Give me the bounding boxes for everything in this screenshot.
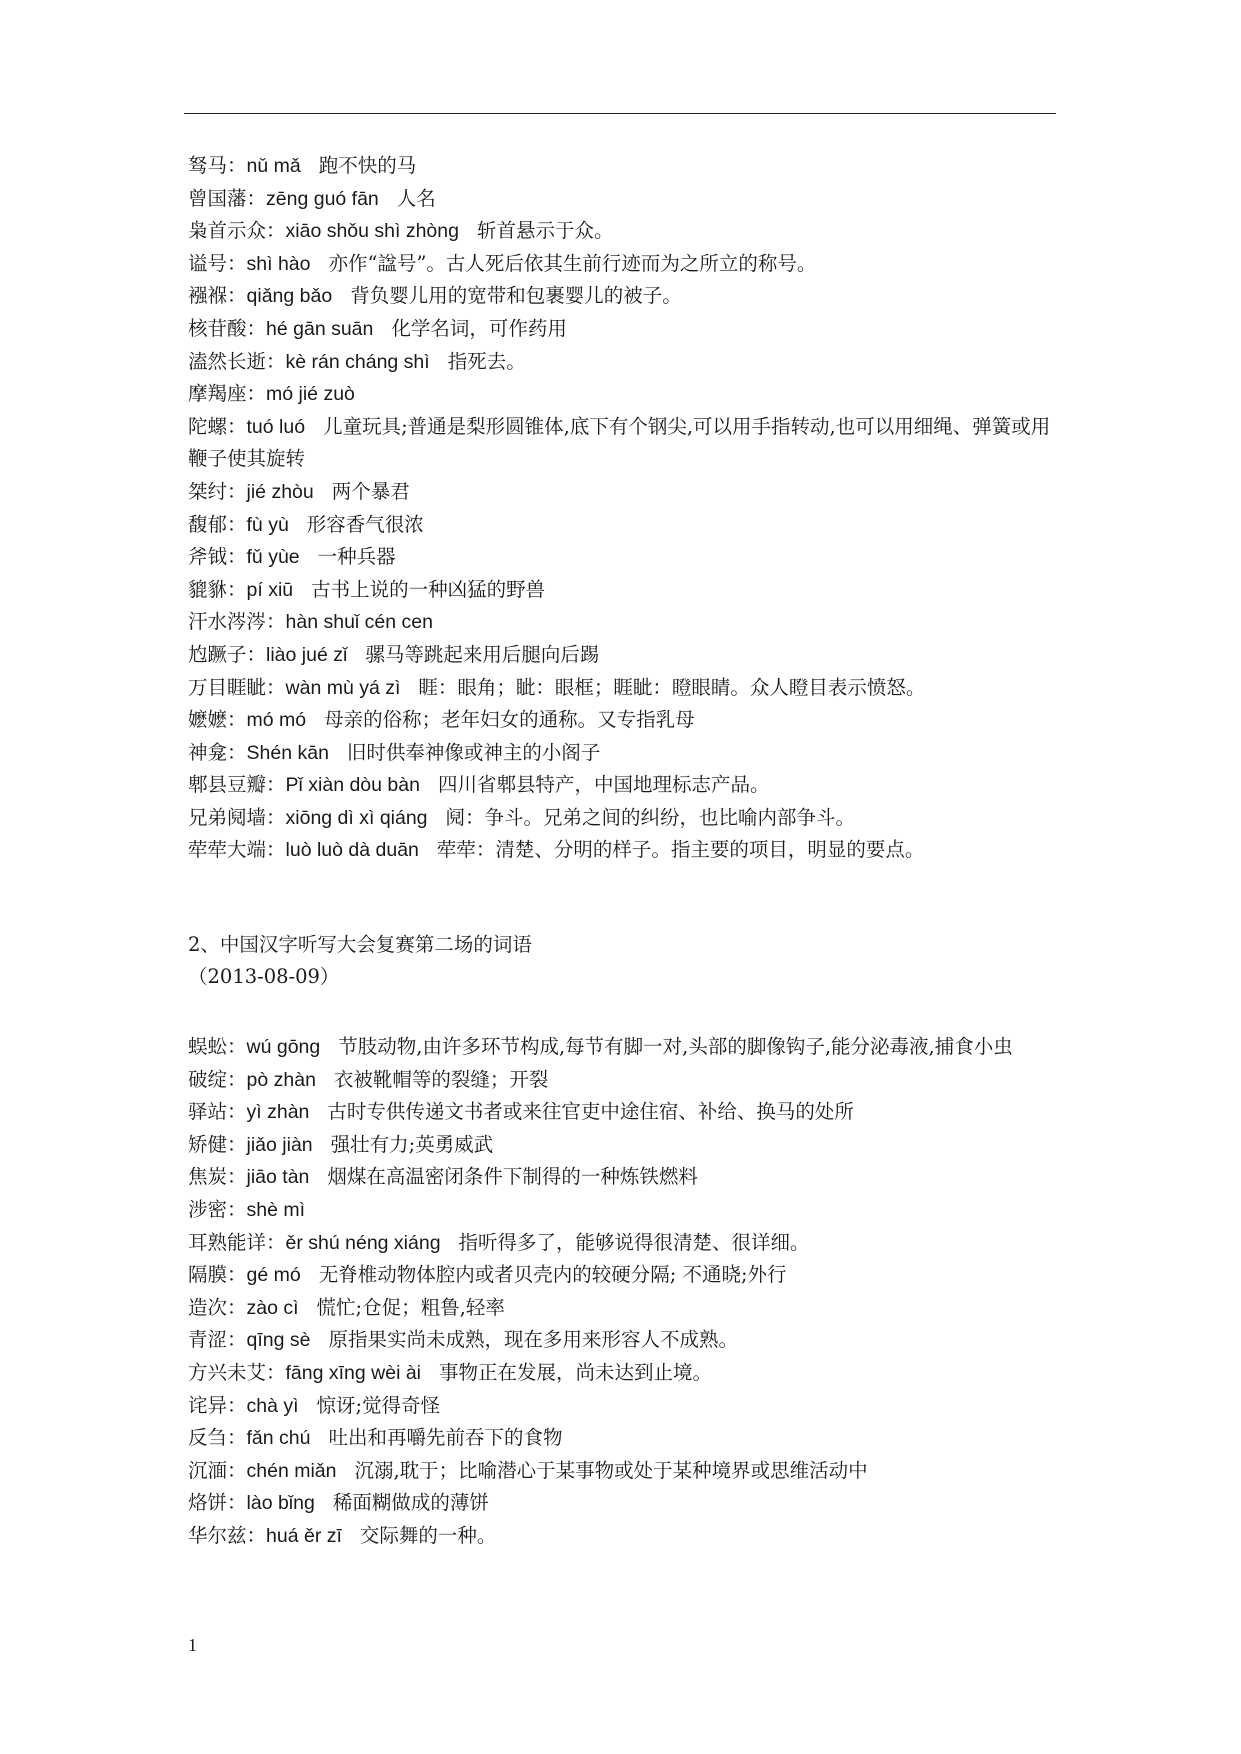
entry-pinyin: zào cì bbox=[246, 1296, 299, 1319]
section-heading: 2、中国汉字听写大会复赛第二场的词语 bbox=[188, 933, 532, 956]
glossary-entry bbox=[188, 150, 1058, 183]
entry-pinyin: luò luò dà duān bbox=[285, 839, 419, 862]
entry-pinyin: fǔ yùe bbox=[246, 546, 300, 569]
entry-term: 溘然长逝： bbox=[188, 349, 286, 373]
entry-pinyin: fù yù bbox=[246, 513, 289, 536]
glossary-entry bbox=[188, 476, 1058, 509]
entry-pinyin: ěr shú néng xiáng bbox=[285, 1231, 441, 1254]
glossary-entry bbox=[188, 606, 1058, 639]
entry-pinyin: wú gōng bbox=[246, 1036, 321, 1058]
entry-definition: 人名 bbox=[396, 186, 436, 210]
entry-term: 烙饼： bbox=[188, 1491, 247, 1515]
header-rule bbox=[184, 113, 1056, 114]
entry-pinyin: fāng xīng wèi ài bbox=[285, 1361, 422, 1384]
glossary-section-1 bbox=[188, 150, 1058, 867]
entry-term: 耳熟能详： bbox=[188, 1230, 286, 1254]
entry-term: 造次： bbox=[188, 1295, 247, 1319]
entry-term: 汗水涔涔： bbox=[188, 610, 286, 634]
entry-definition: 背负婴儿用的宽带和包裹婴儿的被子。 bbox=[350, 284, 682, 308]
entry-term: 万目睚眦： bbox=[188, 675, 286, 699]
entry-pinyin: mó jié zuò bbox=[266, 383, 355, 406]
glossary-entry bbox=[188, 1227, 1058, 1260]
entry-term: 曾国藩： bbox=[188, 186, 267, 210]
entry-pinyin: nǔ mǎ bbox=[246, 155, 301, 177]
entry-term: 方兴未艾： bbox=[188, 1360, 286, 1384]
entry-definition: 四川省郫县特产，中国地理标志产品。 bbox=[437, 773, 770, 797]
entry-pinyin: wàn mù yá zì bbox=[285, 676, 401, 699]
glossary-entry bbox=[188, 248, 1058, 281]
entry-definition: 化学名词，可作药用 bbox=[391, 316, 567, 340]
entry-definition: 指死去。 bbox=[447, 349, 526, 373]
entry-term: 破绽： bbox=[188, 1067, 247, 1091]
glossary-entry bbox=[188, 1031, 1058, 1064]
entry-term: 神龛： bbox=[188, 740, 247, 764]
entry-term: 涉密： bbox=[188, 1197, 247, 1221]
entry-pinyin: jiǎo jiàn bbox=[246, 1133, 313, 1156]
glossary-entry bbox=[188, 1487, 1058, 1520]
entry-pinyin: chà yì bbox=[246, 1394, 299, 1417]
glossary-entry bbox=[188, 834, 1058, 867]
entry-term: 反刍： bbox=[188, 1426, 247, 1450]
entry-term: 斧钺： bbox=[188, 545, 247, 569]
entry-term: 诧异： bbox=[188, 1393, 247, 1417]
entry-definition: 形容香气很浓 bbox=[306, 512, 424, 536]
glossary-entry bbox=[188, 509, 1058, 542]
entry-pinyin: jié zhòu bbox=[246, 480, 314, 503]
entry-term: 兄弟阋墙： bbox=[188, 805, 286, 829]
glossary-entry bbox=[188, 574, 1058, 607]
entry-term: 蜈蚣： bbox=[188, 1035, 247, 1058]
entry-definition: 睚：眼角；眦：眼框；睚眦：瞪眼睛。众人瞪目表示愤怒。 bbox=[418, 675, 926, 699]
entry-pinyin: shè mì bbox=[246, 1198, 306, 1221]
entry-definition: 阋：争斗。兄弟之间的纠纷，也比喻内部争斗。 bbox=[445, 805, 856, 829]
glossary-entry bbox=[188, 1194, 1058, 1227]
entry-definition: 古书上说的一种凶猛的野兽 bbox=[311, 577, 546, 601]
entry-definition: 跑不快的马 bbox=[318, 154, 417, 177]
entry-pinyin: hàn shuǐ cén cen bbox=[285, 611, 433, 634]
entry-definition: 节肢动物,由许多环节构成,每节有脚一对,头部的脚像钩子,能分泌毒液,捕食小虫 bbox=[338, 1035, 1013, 1058]
entry-definition: 骡马等跳起来用后腿向后踢 bbox=[365, 642, 600, 666]
entry-pinyin: qiǎng bǎo bbox=[246, 285, 333, 308]
entry-definition: 稀面糊做成的薄饼 bbox=[332, 1491, 489, 1515]
entry-pinyin: jiāo tàn bbox=[246, 1166, 310, 1189]
entry-pinyin: pò zhàn bbox=[246, 1068, 316, 1091]
entry-term: 矫健： bbox=[188, 1132, 247, 1156]
entry-term: 馥郁： bbox=[188, 512, 247, 536]
glossary-entry bbox=[188, 1390, 1058, 1423]
entry-definition: 衣被靴帽等的裂缝；开裂 bbox=[333, 1067, 549, 1091]
entry-pinyin: gé mó bbox=[246, 1264, 301, 1287]
entry-term: 郫县豆瓣： bbox=[188, 773, 286, 797]
glossary-entry bbox=[188, 1259, 1058, 1292]
entry-term: 驿站： bbox=[188, 1100, 247, 1124]
entry-definition: 母亲的俗称；老年妇女的通称。又专指乳母 bbox=[324, 708, 695, 732]
glossary-entry bbox=[188, 737, 1058, 770]
glossary-entry bbox=[188, 1064, 1058, 1097]
entry-term: 尥蹶子： bbox=[188, 642, 267, 666]
entry-definition: 沉溺,耽于；比喻潜心于某事物或处于某种境界或思维活动中 bbox=[354, 1458, 868, 1482]
entry-definition: 吐出和再嚼先前吞下的食物 bbox=[328, 1426, 563, 1450]
glossary-entry bbox=[188, 1129, 1058, 1162]
entry-term: 荦荦大端： bbox=[188, 838, 286, 862]
entry-pinyin: hé gān suān bbox=[266, 317, 374, 340]
entry-pinyin: mó mó bbox=[246, 709, 307, 732]
glossary-entry bbox=[188, 639, 1058, 672]
glossary-entry bbox=[188, 1520, 1058, 1553]
entry-term: 核苷酸： bbox=[188, 316, 267, 340]
glossary-section-2 bbox=[188, 1031, 1058, 1553]
entry-term: 驽马： bbox=[188, 154, 247, 177]
glossary-entry bbox=[188, 1096, 1058, 1129]
entry-pinyin: chén miǎn bbox=[246, 1459, 337, 1482]
glossary-entry bbox=[188, 1455, 1058, 1488]
glossary-entry bbox=[188, 1357, 1058, 1390]
glossary-entry bbox=[188, 704, 1058, 737]
entry-pinyin: fǎn chú bbox=[246, 1427, 311, 1450]
entry-pinyin: Pǐ xiàn dòu bàn bbox=[285, 774, 420, 797]
glossary-entry bbox=[188, 346, 1058, 379]
glossary-entry bbox=[188, 215, 1058, 248]
entry-term: 华尔兹： bbox=[188, 1523, 267, 1547]
entry-pinyin: pí xiū bbox=[246, 578, 294, 601]
entry-term: 沉湎： bbox=[188, 1458, 247, 1482]
entry-definition: 强壮有力;英勇威武 bbox=[330, 1132, 494, 1156]
entry-definition: 慌忙;仓促；粗鲁,轻率 bbox=[316, 1295, 505, 1319]
section-date: （2013-08-09） bbox=[188, 965, 340, 988]
entry-term: 隔膜： bbox=[188, 1263, 247, 1287]
glossary-entry bbox=[188, 541, 1058, 574]
entry-term: 襁褓： bbox=[188, 284, 247, 308]
glossary-entry bbox=[188, 183, 1058, 216]
entry-pinyin: zēng guó fān bbox=[266, 187, 379, 210]
glossary-entry bbox=[188, 1422, 1058, 1455]
entry-term: 嬷嬷： bbox=[188, 708, 247, 732]
entry-pinyin: tuó luó bbox=[246, 415, 306, 438]
glossary-entry bbox=[188, 1161, 1058, 1194]
glossary-entry bbox=[188, 280, 1058, 313]
entry-pinyin: lào bǐng bbox=[246, 1492, 315, 1515]
entry-term: 陀螺： bbox=[188, 414, 247, 438]
glossary-entry bbox=[188, 313, 1058, 346]
entry-pinyin: kè rán cháng shì bbox=[285, 350, 430, 373]
entry-definition: 原指果实尚未成熟，现在多用来形容人不成熟。 bbox=[328, 1328, 738, 1352]
entry-term: 摩羯座： bbox=[188, 382, 267, 406]
glossary-entry bbox=[188, 769, 1058, 802]
entry-term: 青涩： bbox=[188, 1328, 247, 1352]
entry-definition: 烟煤在高温密闭条件下制得的一种炼铁燃料 bbox=[327, 1165, 698, 1189]
entry-term: 枭首示众： bbox=[188, 219, 286, 243]
entry-pinyin: yì zhàn bbox=[246, 1101, 310, 1124]
entry-pinyin: liào jué zǐ bbox=[266, 643, 348, 666]
entry-definition: 亦作“諡号”。古人死后依其生前行迹而为之所立的称号。 bbox=[328, 251, 817, 275]
entry-pinyin: xiāo shǒu shì zhòng bbox=[285, 220, 459, 243]
entry-pinyin: qīng sè bbox=[246, 1329, 311, 1352]
entry-pinyin: shì hào bbox=[246, 252, 311, 275]
entry-definition: 交际舞的一种。 bbox=[359, 1523, 497, 1547]
glossary-entry bbox=[188, 1324, 1058, 1357]
entry-definition: 事物正在发展，尚未达到止境。 bbox=[439, 1360, 713, 1384]
page-number: 1 bbox=[188, 1635, 197, 1655]
entry-definition: 斩首悬示于众。 bbox=[476, 219, 614, 243]
entry-definition: 儿童玩具;普通是梨形圆锥体,底下有个钢尖,可以用手指转动,也可以用细绳、弹簧或用鞭子使其旋转 bbox=[188, 414, 1051, 471]
glossary-entry bbox=[188, 672, 1058, 705]
entry-pinyin: xiōng dì xì qiáng bbox=[285, 806, 428, 829]
entry-definition: 无脊椎动物体腔内或者贝壳内的较硬分隔; 不通晓;外行 bbox=[318, 1263, 787, 1287]
entry-term: 貔貅： bbox=[188, 577, 247, 601]
entry-pinyin: Shén kān bbox=[246, 741, 329, 764]
entry-term: 桀纣： bbox=[188, 479, 247, 503]
entry-definition: 古时专供传递文书者或来往官吏中途住宿、补给、换马的处所 bbox=[327, 1100, 854, 1124]
entry-term: 焦炭： bbox=[188, 1165, 247, 1189]
glossary-entry bbox=[188, 802, 1058, 835]
glossary-entry bbox=[188, 378, 1058, 411]
entry-pinyin: huá ěr zī bbox=[266, 1524, 342, 1547]
glossary-entry bbox=[188, 411, 1058, 476]
entry-definition: 指听得多了，能够说得很清楚、很详细。 bbox=[458, 1230, 810, 1254]
glossary-entry bbox=[188, 1292, 1058, 1325]
entry-definition: 两个暴君 bbox=[331, 479, 410, 503]
entry-definition: 荦荦：清楚、分明的样子。指主要的项目，明显的要点。 bbox=[436, 838, 925, 862]
entry-term: 谥号： bbox=[188, 251, 247, 275]
entry-definition: 一种兵器 bbox=[317, 545, 396, 569]
entry-definition: 旧时供奉神像或神主的小阁子 bbox=[346, 740, 601, 764]
entry-definition: 惊讶;觉得奇怪 bbox=[316, 1393, 441, 1417]
